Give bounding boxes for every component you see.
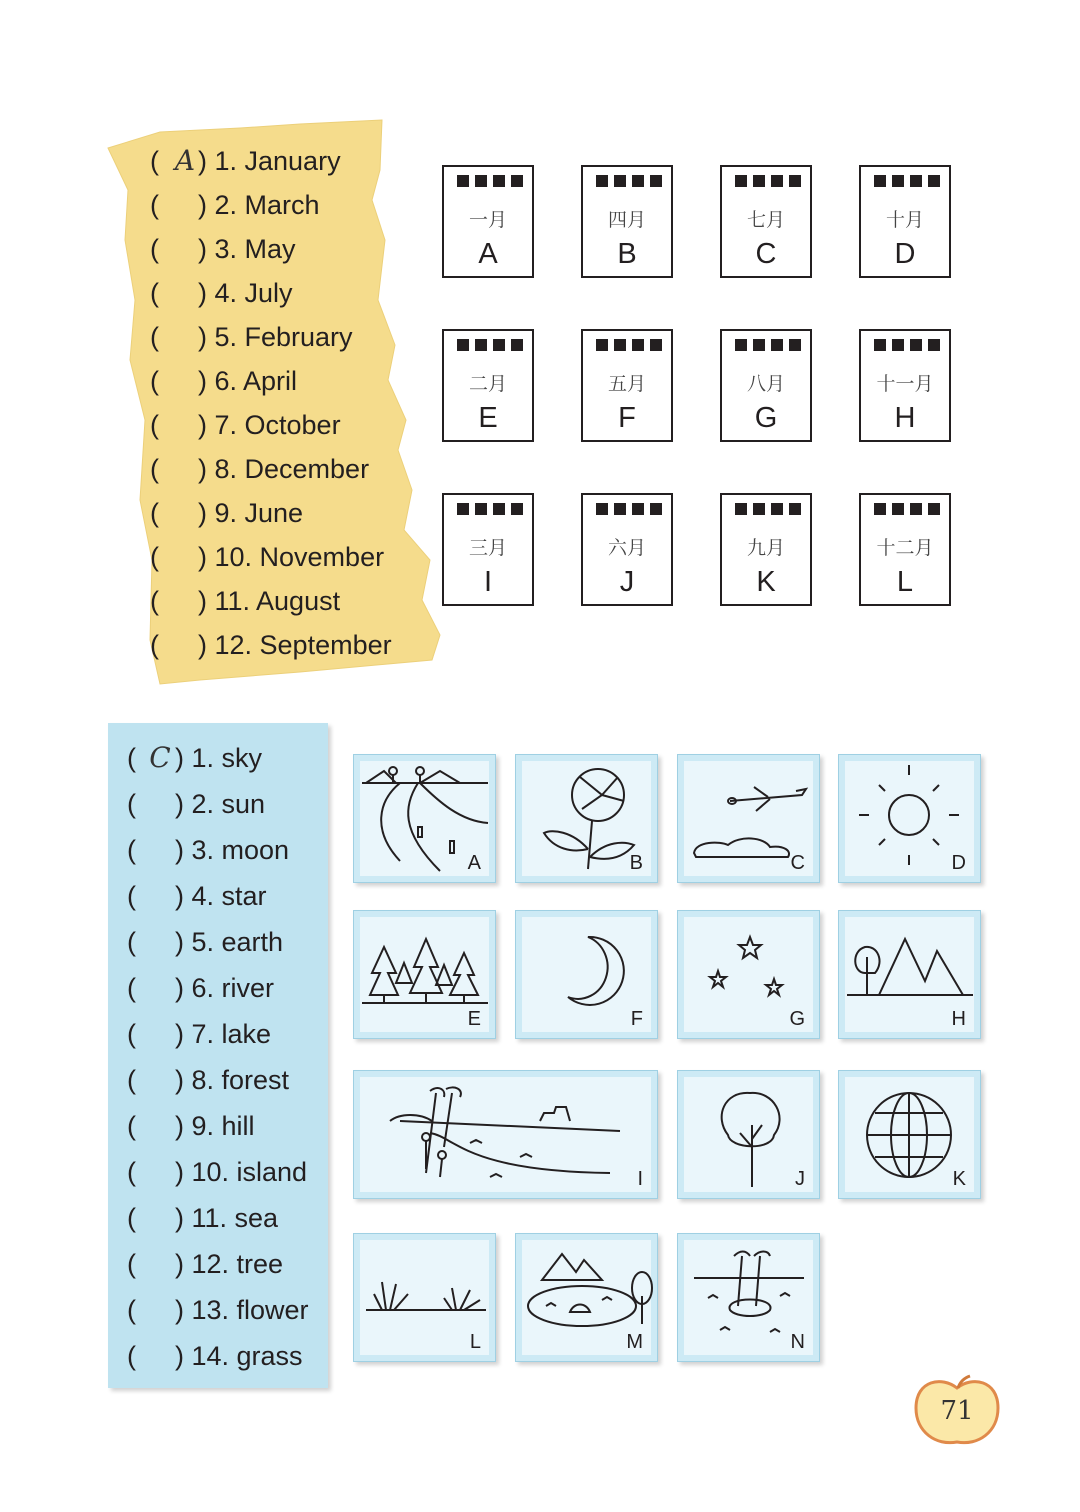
calendar-card[interactable]: 十月 D — [859, 165, 951, 278]
calendar-card[interactable]: 六月 J — [581, 493, 673, 606]
calendar-rings-icon — [874, 503, 940, 515]
months-exercise: ( A ) 1. January ( ) 2. March ( ) 3. May ( ) 4. July ( ) 5. February ( ) 6. April ( ) 7. October ( ) 8. December ( ) 9. June ( ) 10. November ( ) 11. August ( ) 12. September 一月 A 四月 B 七月 C 十月 D 二月 E 五月 F 八月 G 十一月 H 三月 I 六月 J 九月 K 十二月 L — [0, 0, 1080, 700]
calendar-rings-icon — [735, 339, 801, 351]
picture-card[interactable]: I — [353, 1070, 658, 1199]
picture-card[interactable]: M — [515, 1233, 658, 1362]
calendar-rings-icon — [596, 339, 662, 351]
calendar-rings-icon — [735, 503, 801, 515]
page-number: 71 — [912, 1374, 1002, 1448]
calendar-card[interactable]: 九月 K — [720, 493, 812, 606]
calendar-card[interactable]: 五月 F — [581, 329, 673, 442]
calendar-rings-icon — [874, 339, 940, 351]
picture-card[interactable]: A — [353, 754, 496, 883]
picture-card[interactable]: J — [677, 1070, 820, 1199]
picture-card[interactable]: D — [838, 754, 981, 883]
nature-list-background — [108, 723, 328, 1388]
picture-card[interactable]: L — [353, 1233, 496, 1362]
sea-shore-icon — [360, 1077, 653, 1194]
calendar-card[interactable]: 七月 C — [720, 165, 812, 278]
answer-blank[interactable]: C — [149, 741, 171, 774]
picture-card[interactable]: E — [353, 910, 496, 1039]
calendar-card[interactable]: 三月 I — [442, 493, 534, 606]
calendar-card[interactable]: 八月 G — [720, 329, 812, 442]
calendar-card[interactable]: 二月 E — [442, 329, 534, 442]
calendar-rings-icon — [596, 503, 662, 515]
picture-card[interactable]: K — [838, 1070, 981, 1199]
calendar-rings-icon — [596, 175, 662, 187]
calendar-rings-icon — [457, 175, 523, 187]
picture-card[interactable]: F — [515, 910, 658, 1039]
picture-card[interactable]: H — [838, 910, 981, 1039]
calendar-card[interactable]: 四月 B — [581, 165, 673, 278]
calendar-card[interactable]: 一月 A — [442, 165, 534, 278]
calendar-rings-icon — [874, 175, 940, 187]
picture-card[interactable]: C — [677, 754, 820, 883]
picture-card[interactable]: G — [677, 910, 820, 1039]
calendar-card[interactable]: 十一月 H — [859, 329, 951, 442]
picture-card[interactable]: N — [677, 1233, 820, 1362]
calendar-rings-icon — [457, 503, 523, 515]
calendar-rings-icon — [457, 339, 523, 351]
answer-blank[interactable]: A — [174, 144, 196, 177]
calendar-card[interactable]: 十二月 L — [859, 493, 951, 606]
calendar-rings-icon — [735, 175, 801, 187]
picture-card[interactable]: B — [515, 754, 658, 883]
